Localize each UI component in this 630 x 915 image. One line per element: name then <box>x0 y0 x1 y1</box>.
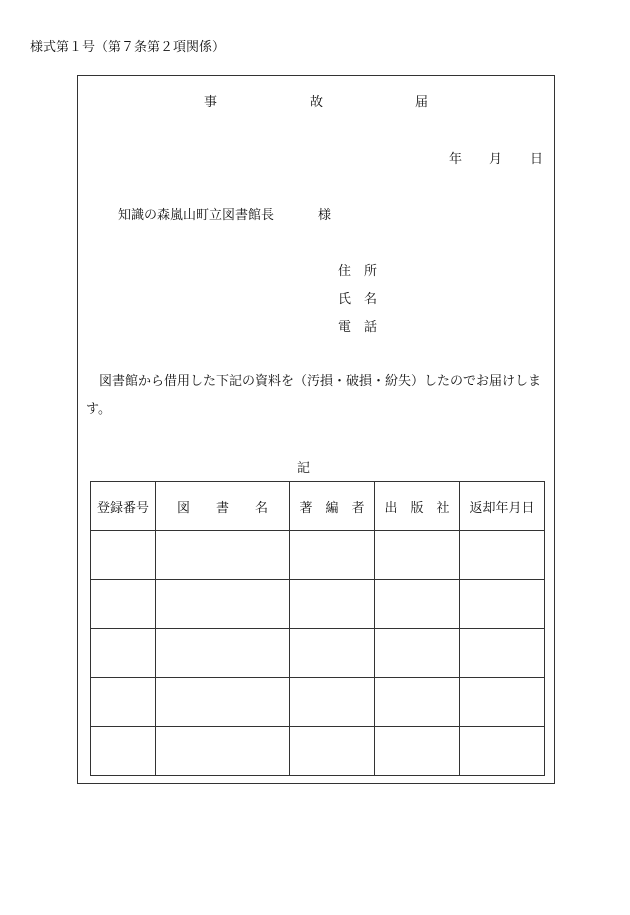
title-char-3: 届 <box>415 95 429 110</box>
table-row <box>91 678 545 727</box>
cell-registration-number[interactable] <box>91 678 156 727</box>
cell-book-title[interactable] <box>156 629 290 678</box>
cell-book-title[interactable] <box>156 678 290 727</box>
title-char-2: 故 <box>310 95 324 110</box>
column-header-registration-number: 登録番号 <box>91 482 156 531</box>
date-day-label: 日 <box>530 152 544 167</box>
table-row <box>91 531 545 580</box>
accident-report-form <box>77 75 555 784</box>
cell-book-title[interactable] <box>156 727 290 776</box>
cell-return-date[interactable] <box>460 580 545 629</box>
cell-return-date[interactable] <box>460 531 545 580</box>
table-row <box>91 580 545 629</box>
cell-author-editor[interactable] <box>290 531 375 580</box>
form-identifier: 様式第１号（第７条第２項関係） <box>30 40 226 55</box>
cell-registration-number[interactable] <box>91 629 156 678</box>
addressee: 知識の森嵐山町立図書館長 <box>118 208 275 223</box>
cell-publisher[interactable] <box>375 678 460 727</box>
cell-return-date[interactable] <box>460 678 545 727</box>
date-month-label: 月 <box>489 152 503 167</box>
cell-author-editor[interactable] <box>290 629 375 678</box>
column-header-return-date: 返却年月日 <box>460 482 545 531</box>
record-heading: 記 <box>297 461 311 476</box>
column-header-author-editor: 著 編 者 <box>290 482 375 531</box>
report-statement: 図書館から借用した下記の資料を（汚損・破損・紛失）したのでお届けします。 <box>86 374 542 417</box>
cell-book-title[interactable] <box>156 531 290 580</box>
cell-publisher[interactable] <box>375 580 460 629</box>
column-header-publisher: 出 版 社 <box>375 482 460 531</box>
cell-author-editor[interactable] <box>290 678 375 727</box>
name-label: 氏 名 <box>338 292 378 307</box>
honorific: 様 <box>318 208 332 223</box>
cell-publisher[interactable] <box>375 727 460 776</box>
lost-items-table <box>90 481 545 776</box>
table-row <box>91 629 545 678</box>
cell-publisher[interactable] <box>375 531 460 580</box>
cell-registration-number[interactable] <box>91 580 156 629</box>
column-header-book-title: 図 書 名 <box>156 482 290 531</box>
date-year-label: 年 <box>449 152 463 167</box>
table-header-row <box>91 482 545 531</box>
table-row <box>91 727 545 776</box>
cell-book-title[interactable] <box>156 580 290 629</box>
cell-author-editor[interactable] <box>290 727 375 776</box>
cell-return-date[interactable] <box>460 629 545 678</box>
phone-label: 電 話 <box>338 320 378 335</box>
cell-registration-number[interactable] <box>91 727 156 776</box>
title-char-1: 事 <box>204 95 218 110</box>
cell-registration-number[interactable] <box>91 531 156 580</box>
cell-author-editor[interactable] <box>290 580 375 629</box>
cell-publisher[interactable] <box>375 629 460 678</box>
address-label: 住 所 <box>338 264 378 279</box>
cell-return-date[interactable] <box>460 727 545 776</box>
